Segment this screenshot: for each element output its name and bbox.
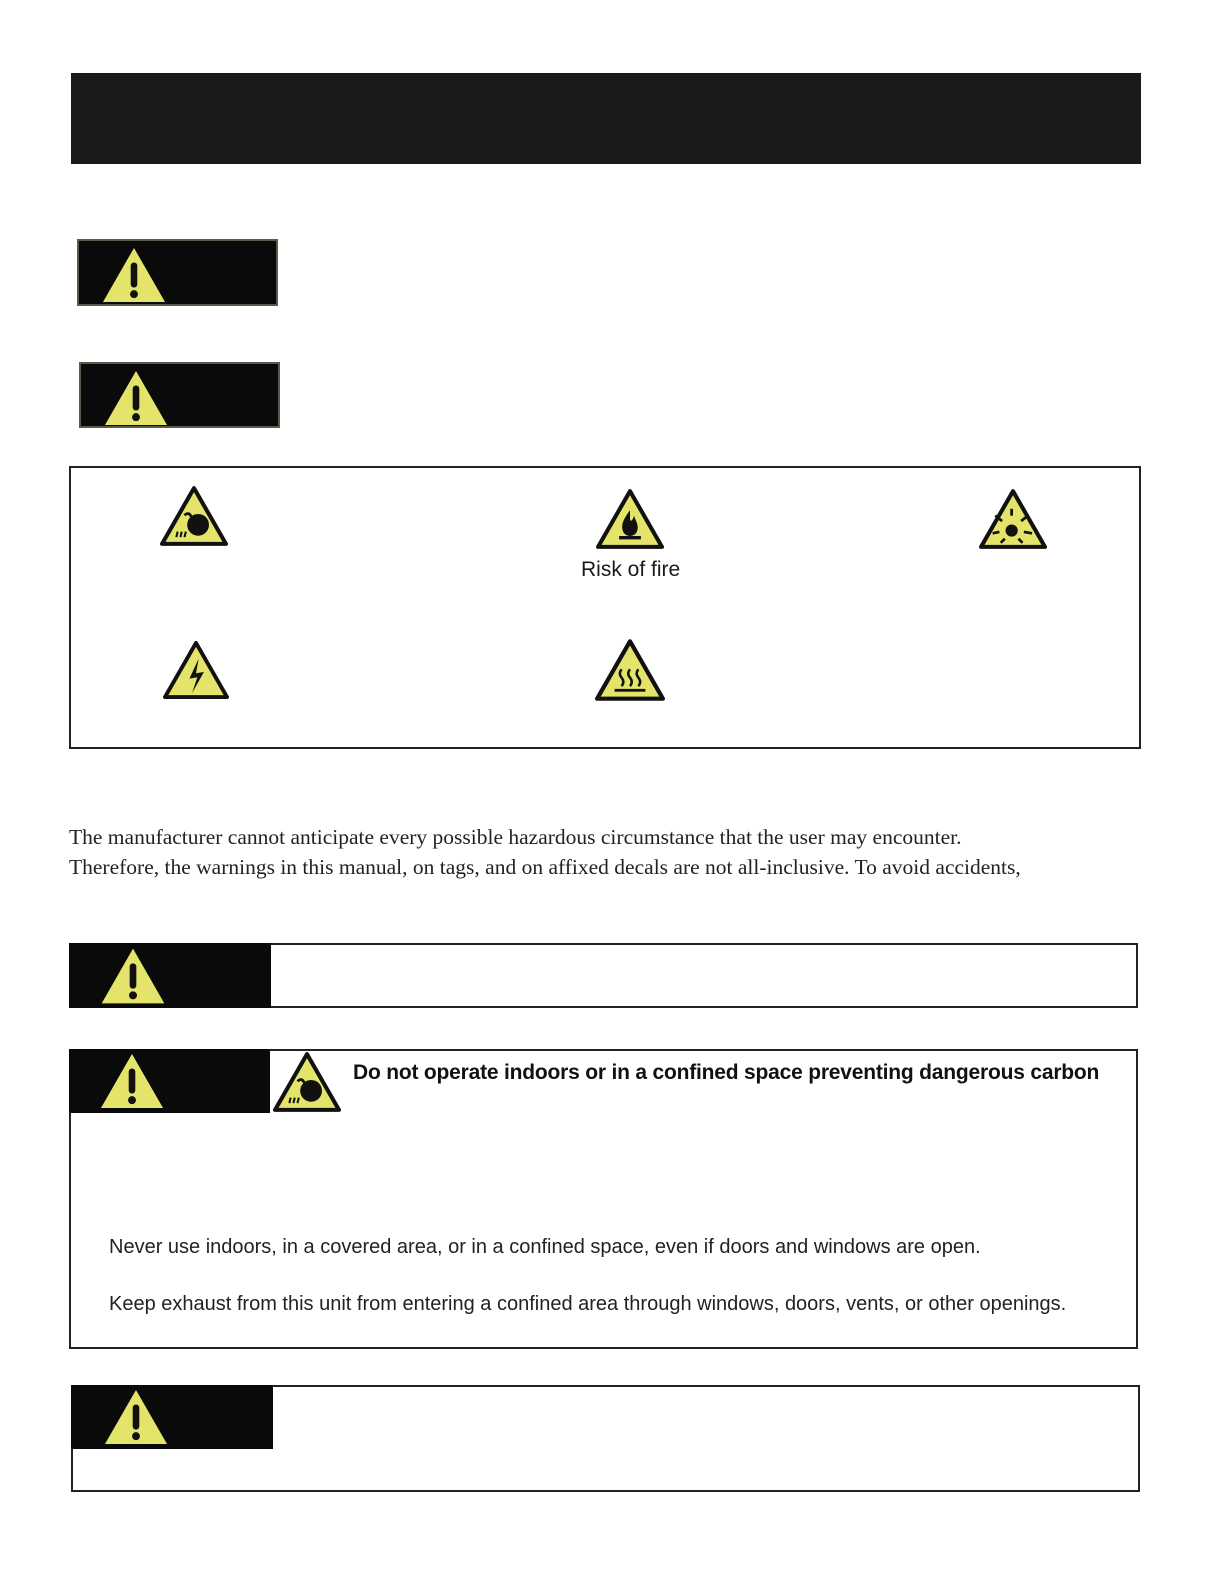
exclamation-triangle-icon — [101, 245, 167, 305]
intro-line-1: The manufacturer cannot anticipate every possible hazardous circumstance that the user may encounter. — [69, 825, 962, 849]
carbon-monoxide-headline: Do not operate indoors or in a confined space preventing dangerous carbon — [353, 1061, 1100, 1084]
carbon-monoxide-bullet-2: Keep exhaust from this unit from entering a confined area through windows, doors, vents, or other openings. — [109, 1293, 1067, 1315]
header-bar — [71, 73, 1141, 164]
signal-badge-3 — [69, 943, 271, 1008]
safety-symbols-box — [69, 466, 1141, 749]
signal-badge-4 — [69, 1049, 270, 1113]
hot-surface-icon — [595, 638, 665, 702]
exclamation-triangle-icon — [99, 1051, 165, 1111]
carbon-monoxide-icon — [160, 482, 228, 550]
exclamation-triangle-icon — [99, 946, 167, 1006]
signal-badge-2 — [79, 362, 280, 428]
exclamation-triangle-icon — [103, 368, 169, 428]
intro-line-2: Therefore, the warnings in this manual, on tags, and on affixed decals are not all-inclusive. To avoid accidents, — [69, 855, 1021, 879]
exclamation-triangle-icon — [103, 1387, 169, 1447]
explosion-icon — [979, 488, 1047, 550]
signal-badge-5 — [71, 1385, 273, 1449]
electric-shock-icon — [163, 640, 229, 700]
carbon-monoxide-icon — [273, 1048, 341, 1116]
flame-icon — [596, 488, 664, 550]
fire-caption: Risk of fire — [581, 558, 681, 581]
carbon-monoxide-bullet-1: Never use indoors, in a covered area, or in a confined space, even if doors and windows are open. — [109, 1236, 981, 1258]
signal-badge-1 — [77, 239, 278, 306]
